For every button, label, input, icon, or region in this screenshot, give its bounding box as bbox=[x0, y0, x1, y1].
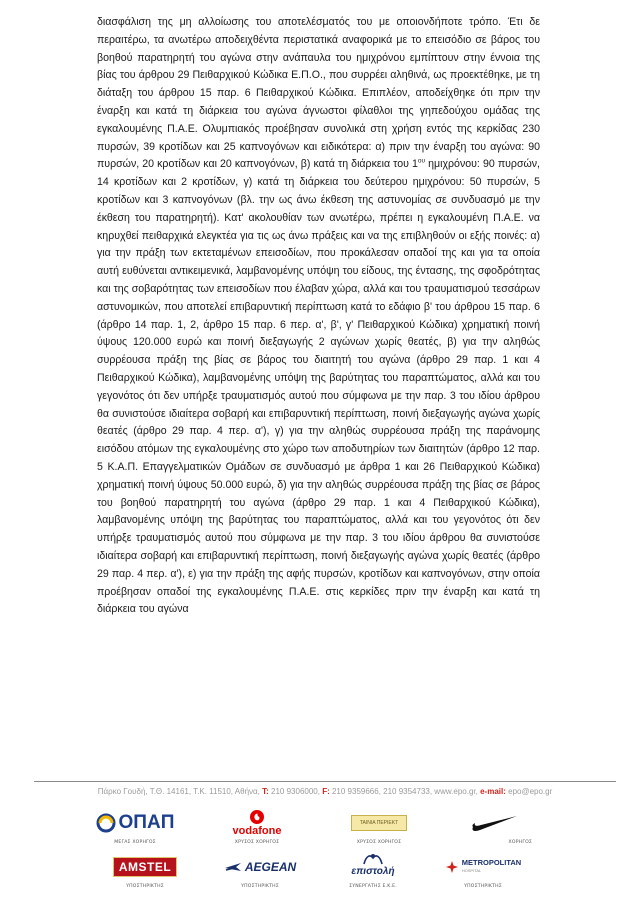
sponsor-vodafone bbox=[192, 808, 322, 845]
opap-wordmark: ΟΠΑΠ bbox=[118, 812, 175, 833]
footer-fax: 210 9359666, 210 9354733, www.epo.gr, bbox=[329, 787, 481, 796]
sponsor-caption: ΧΟΡΗΓΟΣ bbox=[508, 840, 532, 845]
metropolitan-wordmark bbox=[462, 859, 521, 875]
sponsor-caption: ΥΠΟΣΤΗΡΙΚΤΗΣ bbox=[464, 884, 502, 889]
sponsor-aegean bbox=[195, 852, 325, 889]
metropolitan-logo-icon bbox=[445, 860, 459, 874]
footer-tel-label: T: bbox=[262, 787, 269, 796]
sponsor-metropolitan bbox=[418, 852, 548, 889]
metropolitan-name: METROPOLITAN bbox=[461, 858, 522, 867]
body-text bbox=[97, 14, 540, 619]
epistoli-wordmark: επιστολή bbox=[351, 865, 395, 877]
footer-email-label: e-mail: bbox=[480, 787, 506, 796]
sponsor-caption: ΣΥΝΕΡΓΑΤΗΣ Ε.Κ.Ε. bbox=[349, 884, 397, 889]
footer-rule bbox=[34, 781, 616, 782]
sponsor-caption: ΥΠΟΣΤΗΡΙΚΤΗΣ bbox=[126, 884, 164, 889]
sponsor-amstel bbox=[80, 852, 210, 889]
aegean-wordmark: AEGEAN bbox=[244, 860, 297, 874]
body-paragraph bbox=[97, 14, 540, 619]
paragraph-part-1: διασφάλιση της μη αλλοίωσης του αποτελέσματός του με οποιονδήποτε τρόπο. Έτι δε περαιτέρω, τα ανωτέρω αποδειχθέντα περιστατικά αναφορικά με το επεισόδιο σε βάρος του βοηθού παρατηρητή του αγώνα στην ανάπαυλα του ημιχρόνου εμπίπτουν στην έννοια της βίας του άρθρου 29 Πειθαρχικού Κώδικα Ε.Π.Ο., που συρρέει αληθινά, ως προεκτέθηκε, με τη διάταξη του άρθρου 15 παρ. 6 Πειθαρχικού Κώδικα. Επιπλέον, αποδείχθηκε ότι πριν την έναρξη και κατά τη διάρκεια του αγώνα άγνωστοι φίλαθλοι της γηπεδούχου ομάδας της εγκαλουμένης Π.Α.Ε. Ολυμπιακός προέβησαν συνολικά στη χρήση εντός της κερκίδας 230 πυρσών, 39 κροτίδων και 25 καπνογόνων και ειδικότερα: α) πριν την έναρξη του αγώνα: 90 πυρσών, 20 κροτίδων και 20 καπνογόνων, β) κατά τη διάρκεια του 1 bbox=[97, 16, 540, 171]
tainia-wordmark: ΤΑΙΝΙΑ ΠΕΡΙΕΚΤ bbox=[359, 820, 399, 826]
footer-tel: 210 9306000, bbox=[268, 787, 323, 796]
amstel-logo-icon bbox=[113, 857, 177, 877]
tainia-logo-icon bbox=[351, 815, 407, 831]
footer-fax-label: F: bbox=[322, 787, 330, 796]
footer-address: Πάρκο Γουδή, Τ.Θ. 14161, Τ.Κ. 11510, Αθήνα, bbox=[97, 787, 263, 796]
sponsor-caption: ΥΠΟΣΤΗΡΙΚΤΗΣ bbox=[241, 884, 279, 889]
sponsor-opap bbox=[70, 808, 200, 845]
aegean-logo-icon bbox=[224, 860, 242, 874]
footer-contact bbox=[34, 787, 616, 796]
vodafone-wordmark: vodafone bbox=[232, 824, 282, 837]
epistoli-logo-icon bbox=[362, 852, 384, 866]
superscript-ordinal: ου bbox=[417, 157, 426, 165]
sponsor-nike bbox=[430, 808, 560, 845]
sponsor-caption: ΧΡΥΣΟΣ ΧΟΡΗΓΟΣ bbox=[356, 840, 402, 845]
amstel-wordmark: AMSTEL bbox=[118, 860, 172, 874]
sponsor-caption: ΧΡΥΣΟΣ ΧΟΡΗΓΟΣ bbox=[234, 840, 280, 845]
footer-email: epo@epo.gr bbox=[505, 787, 553, 796]
opap-logo-icon bbox=[96, 813, 116, 833]
sponsor-tainia bbox=[314, 808, 444, 845]
metropolitan-sub: HOSPITAL bbox=[461, 868, 482, 873]
vodafone-logo-icon bbox=[250, 810, 264, 824]
paragraph-part-2: ημιχρόνου: 90 πυρσών, 14 κροτίδων και 2 κροτίδων, γ) κατά τη διάρκεια του δεύτερου ημιχρόνου: 50 πυρσών, 5 κροτίδων και 3 καπνογόνων (βλ. την ως άνω έκθεση της αστυνομίας σε συνδυασμό με την έκθεση του παρατηρητή). Κατ' ακολουθίαν των ανωτέρω, πρέπει η εγκαλουμένη Π.Α.Ε. να κηρυχθεί πειθαρχικά ελεγκτέα για τις ως άνω πράξεις και να της επιβληθούν οι εξής ποινές: α) για την πράξη των εκτεταμένων επεισοδίων, που προκάλεσαν οπαδοί της και για τα οποία αυτή ευθύνεται αντικειμενικά, λαμβανομένης υπόψη του είδους, της έντασης, της σφοδρότητας και της σοβαρότητας των επεισοδίων που έλαβαν χώρα, αλλά και του τραυματισμού τεσσάρων αστυνομικών, που αποτελεί επιβαρυντική περίπτωση κατά το εδάφιο β' του άρθρου 15 παρ. 6 (άρθρο 14 παρ. 1, 2, άρθρο 15 παρ. 6 περ. α', β', γ' Πειθαρχικού Κώδικα) χρηματική ποινή ύψους 120.000 ευρώ και ποινή διεξαγωγής 2 αγώνων χωρίς θεατές, β) για την αληθώς συρρέουσα πράξη της βίας σε βάρος του διαιτητή του αγώνα (άρθρο 29 παρ. 1 και 4 Πειθαρχικού Κώδικα), λαμβανομένης υπόψη της βαρύτητας του παραπτώματος, αλλά και του γεγονότος ότι δεν υπήρξε τραυματισμός αυτού που σύμφωνα με την παρ. 3 του ιδίου άρθρου θα συνιστούσε ιδιαίτερα σοβαρή και επιβαρυντική περίπτωση, ποινή διεξαγωγής αγώνα χωρίς θεατές (άρθρο 29 παρ. 4 περ. α'), γ) για την αληθώς συρρέουσα πράξη της παράνομης εισόδου ατόμων της εγκαλουμένης στο χώρο των αποδυτηρίων των διαιτητών (άρθρο 12 παρ. 5 Κ.Α.Π. Επαγγελματικών Ομάδων σε συνδυασμό με άρθρα 1 και 26 Πειθαρχικού Κώδικα) χρηματική ποινή ύψους 50.000 ευρώ, δ) για την αληθώς συρρέουσα πράξη της βίας σε βάρος του βοηθού παρατηρητή του αγώνα (άρθρο 29 παρ. 1 και 4 Πειθαρχικού Κώδικα), λαμβανομένης υπόψη της βαρύτητας του παραπτώματος, αλλά και του γεγονότος ότι δεν υπήρξε τραυματισμός αυτού που σύμφωνα με την παρ. 3 του ιδίου άρθρου θα συνιστούσε ιδιαίτερα σοβαρή και επιβαρυντική περίπτωση, ποινή διεξαγωγής αγώνα χωρίς θεατές (άρθρο 29 παρ. 4 περ. α'), ε) για την πράξη της αφής πυρσών, κροτίδων και καπνογόνων, στην οποία προέβησαν οπαδοί της εγκαλουμένης Π.Α.Ε. στις κερκίδες πριν την έναρξη και κατά τη διάρκεια του αγώνα bbox=[97, 158, 541, 616]
nike-swoosh-logo-icon bbox=[471, 813, 519, 833]
sponsor-caption: ΜΕΓΑΣ ΧΟΡΗΓΟΣ bbox=[114, 840, 156, 845]
